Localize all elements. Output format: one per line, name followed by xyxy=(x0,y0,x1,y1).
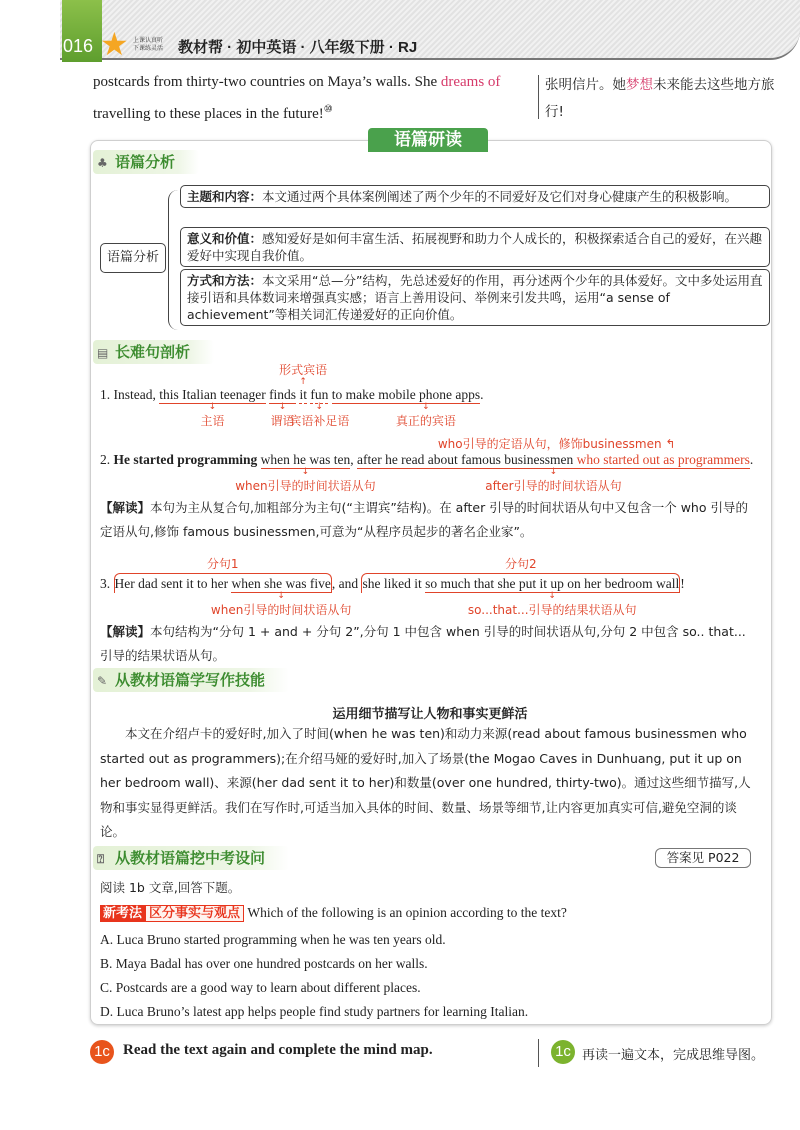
people-icon: ♣ xyxy=(97,156,108,170)
item-text: 感知爱好是如何丰富生活、拓展视野和助力个人成长的，积极探索适合自己的爱好，在兴趣爱好中实现自我价值。 xyxy=(187,231,763,263)
slogan-line: 下课练灵活 xyxy=(133,46,164,52)
analysis-heading xyxy=(93,150,199,174)
verb-phrase xyxy=(269,387,297,428)
slogan xyxy=(133,37,163,53)
heading-text: 从教材语篇学写作技能 xyxy=(115,671,266,689)
explanation-key: 【解读】 xyxy=(100,624,151,639)
text: , and xyxy=(331,576,362,591)
analysis-item xyxy=(180,185,770,208)
passage-line xyxy=(93,96,533,128)
option-d[interactable]: D. Luca Bruno’s latest app helps people find study partners for learning Italian. xyxy=(100,1004,529,1019)
writing-heading xyxy=(93,668,289,692)
when-clause xyxy=(235,452,376,493)
arrow-up-icon: ↑ xyxy=(299,377,307,387)
explanation-2 xyxy=(100,496,760,544)
analysis-item xyxy=(180,269,770,326)
text: . xyxy=(480,387,484,402)
exam-heading xyxy=(93,846,289,870)
passage-translation xyxy=(545,72,785,126)
label: when引导的时间状语从句 xyxy=(235,479,376,493)
text: postcards from thirty-two countries on Maya’s walls. She xyxy=(93,74,441,90)
sentences-heading xyxy=(93,340,214,364)
item-label: 主题和内容： xyxy=(187,189,263,204)
task-number-badge: 1c xyxy=(90,1040,114,1064)
exam-instruction: 阅读 1b 文章,回答下题。 xyxy=(100,880,241,895)
arrow-down-icon: ↓ xyxy=(549,467,558,477)
label: 分句1 xyxy=(206,557,239,571)
label: 形式宾语 xyxy=(279,363,328,377)
question-text: Which of the following is an opinion according to the text? xyxy=(247,905,567,920)
label: 真正的宾语 xyxy=(395,414,456,428)
edit-icon: ✎ xyxy=(97,674,108,688)
text: travelling to these places in the future! xyxy=(93,106,324,122)
annotation xyxy=(235,468,375,494)
arrow-down-icon: ↓ xyxy=(301,467,310,477)
heading-text: 长难句剖析 xyxy=(115,343,191,361)
arrow-down-icon: ↓ xyxy=(422,402,430,412)
analysis-item xyxy=(180,227,770,267)
book-title: 教材帮 · 初中英语 · 八年级下册 · RJ xyxy=(178,39,418,56)
exam-question xyxy=(100,901,567,925)
item-text: 本文通过两个具体案例阐述了两个少年的不同爱好及它们对身心健康产生的积极影响。 xyxy=(262,189,738,204)
text: it xyxy=(299,387,307,402)
main-clause: He started programming xyxy=(113,452,258,467)
text: when he was ten xyxy=(260,452,351,467)
column-divider xyxy=(538,1039,539,1067)
column-divider xyxy=(538,75,539,119)
skill-tag: 区分事实与观点 xyxy=(145,905,244,922)
arrow-down-icon: ↓ xyxy=(548,591,556,601)
explanation-key: 【解读】 xyxy=(100,500,151,515)
passage-text xyxy=(93,68,533,128)
annotation xyxy=(468,592,637,618)
label: after引导的时间状语从句 xyxy=(485,479,622,493)
heading-text: 从教材语篇挖中考设问 xyxy=(115,849,266,867)
label: when引导的时间状语从句 xyxy=(210,603,352,617)
item-label: 方式和方法： xyxy=(187,273,263,288)
annotation xyxy=(200,403,224,429)
question-icon: ⍰ xyxy=(97,852,105,866)
text: so much that she put it up on her bedroom wall xyxy=(425,576,680,591)
writing-paragraph: 本文在介绍卢卡的爱好时,加入了时间(when he was ten)和动力来源(read about famous businessmen who started out as programmers);在介绍马娅的爱好时,加入了场景(the Mogao Caves in Dunhuang, put it up on her bedroom wall)、来源(her dad sent it to her)和数量(over one hundred, thirty-two)。通过这些细节描写,人物和事实显得更鲜活。我们在写作时,可适当加入具体的时间、数量、场景等细节,让内容更加真实可信,避免空洞的谈论。 xyxy=(100,726,751,839)
option-b[interactable]: B. Maya Badal has over one hundred postcards on her walls. xyxy=(100,956,428,971)
label: 宾语补足语 xyxy=(289,414,350,428)
slogan-line: 上课认真听 xyxy=(133,38,164,44)
answer-reference[interactable]: 答案见 P022 xyxy=(655,848,751,868)
passage-line xyxy=(93,68,533,96)
option-list xyxy=(100,928,528,1024)
text: 2. xyxy=(100,452,114,467)
text: ! xyxy=(680,576,685,591)
annotation xyxy=(279,361,327,387)
annotation xyxy=(396,403,456,429)
document-icon: ▤ xyxy=(97,346,109,360)
sentence-3 xyxy=(100,557,685,617)
writing-title: 运用细节描写让人物和事实更鲜活 xyxy=(332,707,528,722)
clause-2 xyxy=(361,557,680,617)
text: 3. xyxy=(100,576,114,591)
page-number: 016 xyxy=(63,36,94,56)
text: 1. Instead, xyxy=(100,387,160,402)
real-object xyxy=(331,387,481,428)
label: so...that...引导的结果状语从句 xyxy=(467,603,637,617)
text: finds xyxy=(269,387,297,402)
arrow-down-icon: ↓ xyxy=(315,402,324,412)
so-that-clause xyxy=(425,576,680,617)
annotation xyxy=(438,435,676,452)
section-badge: 语篇研读 xyxy=(368,128,488,152)
text: 张明信片。她 xyxy=(545,77,626,93)
arrow-down-icon: ↓ xyxy=(208,402,217,412)
brace xyxy=(168,190,178,330)
analysis-root: 语篇分析 xyxy=(100,243,166,273)
after-clause xyxy=(356,437,750,493)
item-label: 意义和价值： xyxy=(187,231,263,246)
label: who引导的定语从句，修饰businessmen xyxy=(437,437,662,451)
annotation xyxy=(211,592,351,618)
text: she liked it xyxy=(362,576,426,591)
label: 谓语 xyxy=(270,414,295,428)
text: , xyxy=(350,452,357,467)
item-text: 本文采用“总—分”结构，先总述爱好的作用，再分述两个少年的具体爱好。文中多处运用直接引语和具体数词来增强真实感；语言上善用设问、举例来引发共鸣，运用“a sense of achievement”等相关词汇传递爱好的正向价值。 xyxy=(187,273,763,322)
annotation xyxy=(207,555,239,572)
star-mascot-icon: ★ xyxy=(100,26,129,62)
text: when she was five xyxy=(231,576,331,591)
new-exam-tag: 新考法 xyxy=(100,905,145,922)
annotation xyxy=(505,555,537,572)
label: 主语 xyxy=(200,414,225,428)
text: who started out as programmers xyxy=(576,452,750,467)
sentence-2 xyxy=(100,437,754,493)
option-c[interactable]: C. Postcards are a good way to learn about different places. xyxy=(100,980,421,995)
sentence-1 xyxy=(100,363,484,428)
header-band xyxy=(60,0,800,60)
annotation xyxy=(485,468,621,494)
explanation-text: 本句结构为“分句 1 + and + 分句 2”,分句 1 中包含 when 引导的时间状语从句,分句 2 中包含 so.. that... 引导的结果状语从句。 xyxy=(100,624,746,663)
task-translation: 再读一遍文本，完成思维导图。 xyxy=(582,1048,765,1063)
highlight-phrase: dreams of xyxy=(440,74,501,90)
text: this Italian teenager xyxy=(159,387,266,402)
text: to make mobile phone apps xyxy=(331,387,481,402)
highlight-phrase: 梦想 xyxy=(626,77,653,93)
text: after he read about famous businessmen xyxy=(356,452,577,467)
explanation-text: 本句为主从复合句,加粗部分为主句(“主谓宾”结构)。在 after 引导的时间状语从句中又包含一个 who 引导的定语从句,修饰 famous businessmen,可意为“从程序员起步的著名企业家”。 xyxy=(100,500,748,539)
arrow-return-icon: ↰ xyxy=(665,437,676,451)
task-number-badge: 1c xyxy=(551,1040,575,1064)
note-mark: ⑩ xyxy=(323,104,333,115)
arrow-down-icon: ↓ xyxy=(277,591,285,601)
annotation xyxy=(289,403,349,429)
subject-phrase xyxy=(159,387,266,428)
arrow-down-icon: ↓ xyxy=(278,402,287,412)
option-a[interactable]: A. Luca Bruno started programming when he was ten years old. xyxy=(100,932,446,947)
label: 分句2 xyxy=(505,557,537,571)
text: fun xyxy=(310,387,329,402)
text: . xyxy=(749,452,754,467)
text: Her dad sent it to her xyxy=(114,576,232,591)
task-instruction: Read the text again and complete the mind map. xyxy=(123,1042,433,1058)
heading-text: 语篇分析 xyxy=(115,153,176,171)
explanation-3 xyxy=(100,620,760,668)
text: 未来能去这些地方旅行! xyxy=(545,77,775,120)
